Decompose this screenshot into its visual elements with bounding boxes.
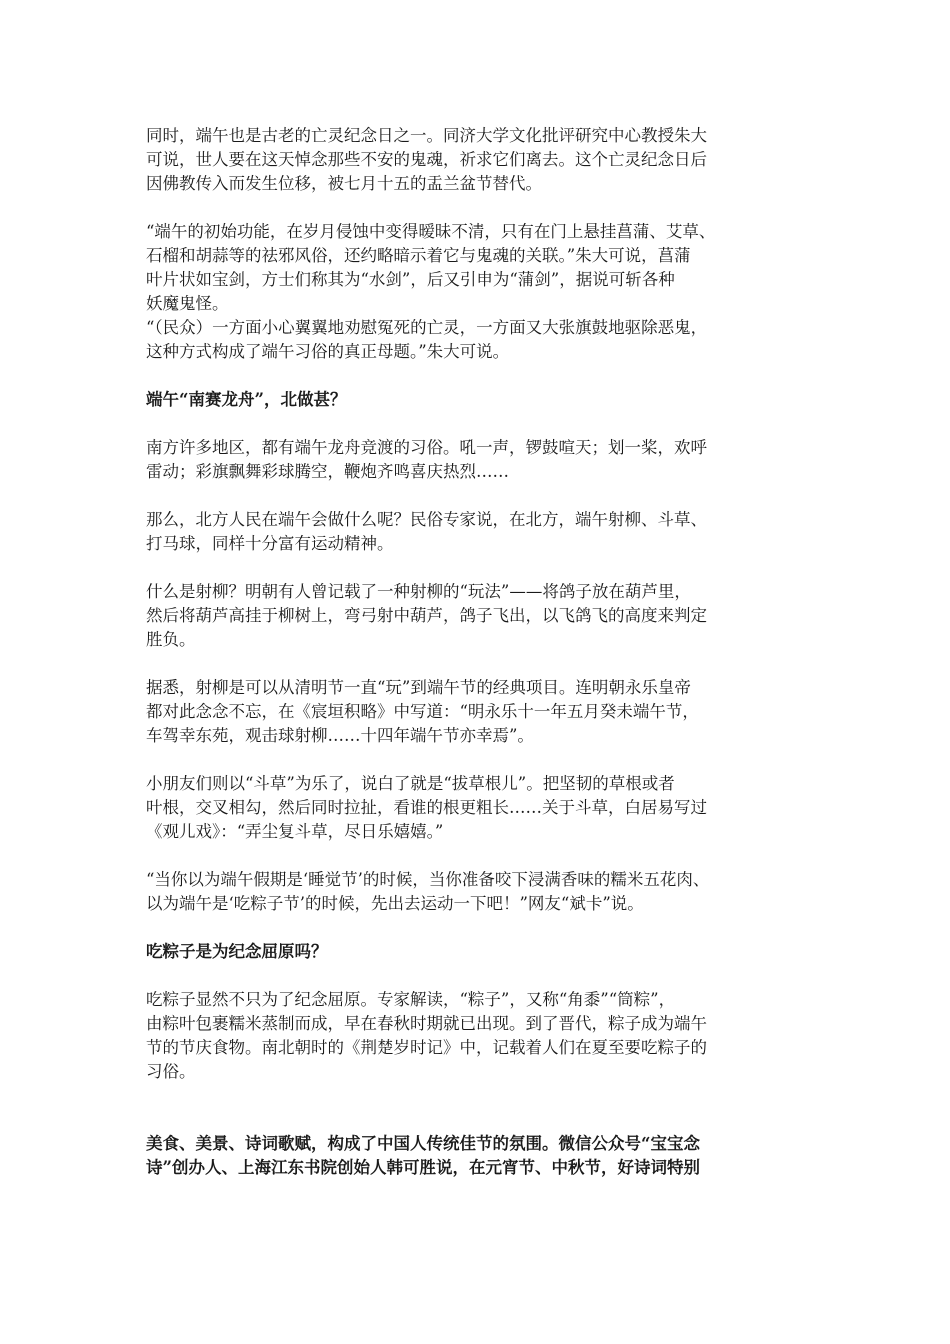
paragraph-poetry-atmosphere: 美食、美景、诗词歌赋，构成了中国人传统佳节的氛围。微信公众号“宝宝念 诗”创办人、上海江东书院创始人韩可胜说，在元宵节、中秋节，好诗词特别	[146, 1134, 700, 1177]
paragraph-dual-motif: “（民众）一方面小心翼翼地劝慰冤死的亡灵，一方面又大张旗鼓地驱除恶鬼， 这种方式构成了端午习俗的真正母题。”朱大可说。	[146, 318, 708, 361]
paragraph-netizen-quote: “当你以为端午假期是‘睡觉节’的时候，当你准备咬下浸满香味的糯米五花肉、 以为端午是‘吃粽子节’的时候，先出去运动一下吧！”网友“斌卡”说。	[146, 870, 710, 913]
paragraph-north-sports: 那么，北方人民在端午会做什么呢？民俗专家说，在北方，端午射柳、斗草、 打马球，同样十分富有运动精神。	[146, 510, 707, 553]
paragraph-willow-shooting: 什么是射柳？明朝有人曾记载了一种射柳的“玩法”——将鸽子放在葫芦里， 然后将葫芦高挂于柳树上，弯弓射中葫芦，鸽子飞出，以飞鸽飞的高度来判定 胜负。	[146, 582, 707, 649]
heading-zongzi: 吃粽子是为纪念屈原吗？	[146, 942, 328, 961]
paragraph-calamus-customs: “端午的初始功能，在岁月侵蚀中变得暧昧不清，只有在门上悬挂菖蒲、艾草、 石榴和胡蒜等的祛邪风俗，还约略暗示着它与鬼魂的关联。”朱大可说，菖蒲 叶片状如宝剑，方士们称其为“水剑”，后又引申为“蒲剑”，据说可斩各种 妖魔鬼怪。	[146, 222, 716, 313]
heading-north-south: 端午“南赛龙舟”，北做甚？	[146, 390, 347, 409]
paragraph-zongzi-history: 吃粽子显然不只为了纪念屈原。专家解读，“粽子”，又称“角黍”“筒粽”， 由粽叶包裹糯米蒸制而成，早在春秋时期就已出现。到了晋代，粽子成为端午 节的节庆食物。南北朝时的《荆楚岁时记》中，记载着人们在夏至要吃粽子的 习俗。	[146, 990, 707, 1081]
document-page	[146, 124, 814, 1180]
paragraph-memorial-day: 同时，端午也是古老的亡灵纪念日之一。同济大学文化批评研究中心教授朱大 可说，世人要在这天悼念那些不安的鬼魂，祈求它们离去。这个亡灵纪念日后 因佛教传入而发生位移，被七月十五的盂兰盆节替代。	[146, 126, 707, 193]
paragraph-dragon-boat: 南方许多地区，都有端午龙舟竞渡的习俗。吼一声，锣鼓喧天；划一桨，欢呼 雷动；彩旗飘舞彩球腾空，鞭炮齐鸣喜庆热烈……	[146, 438, 707, 481]
paragraph-ming-emperor: 据悉，射柳是可以从清明节一直“玩”到端午节的经典项目。连明朝永乐皇帝 都对此念念不忘，在《宸垣积略》中写道：“明永乐十一年五月癸未端午节， 车驾幸东苑，观击球射柳……十四年端午节亦幸焉”。	[146, 678, 699, 745]
paragraph-grass-fighting: 小朋友们则以“斗草”为乐了，说白了就是“拔草根儿”。把坚韧的草根或者 叶根，交叉相勾，然后同时拉扯，看谁的根更粗长……关于斗草，白居易写过 《观儿戏》：“弄尘复斗草，尽日乐嬉嬉。”	[146, 774, 707, 841]
